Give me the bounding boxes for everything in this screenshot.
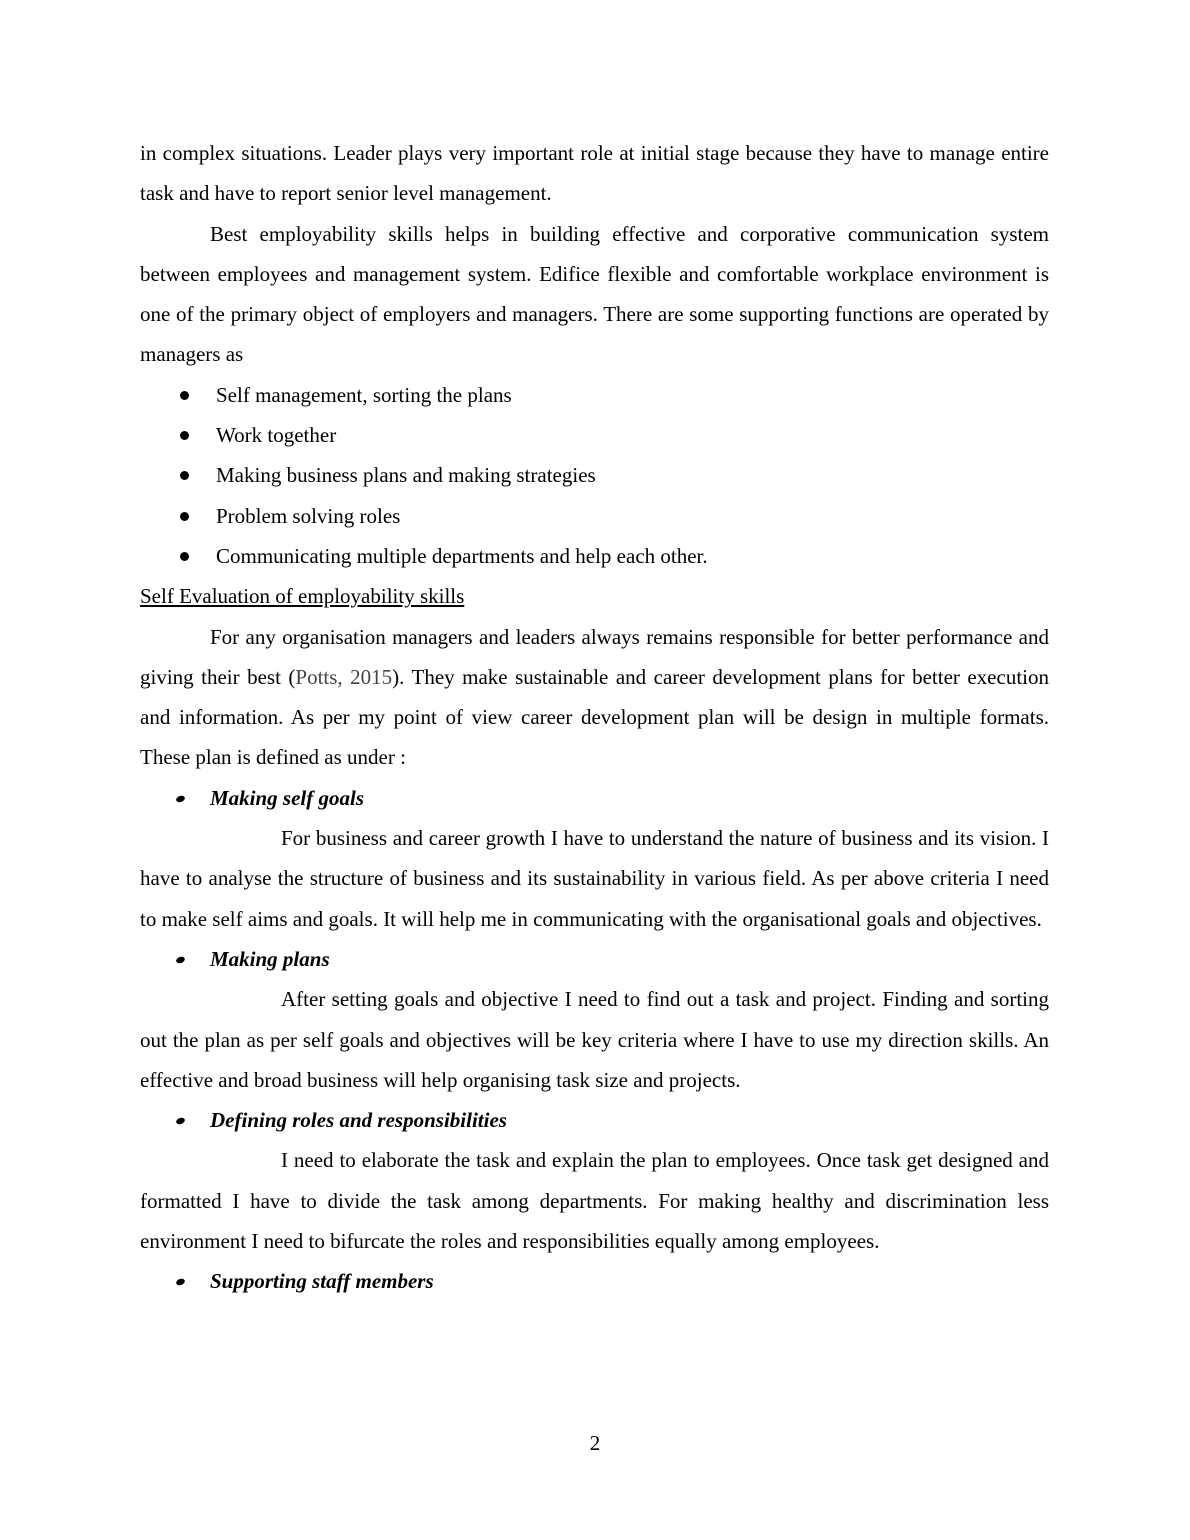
list-item: Self management, sorting the plans	[140, 375, 1049, 415]
document-page	[140, 133, 1049, 1302]
paragraph-leader-role: in complex situations. Leader plays very important role at initial stage because they have to manage entire task and have to report senior level management.	[140, 141, 1049, 206]
list-item: Making business plans and making strategies	[140, 455, 1049, 495]
bullet-icon	[175, 794, 186, 803]
list-item: Problem solving roles	[140, 496, 1049, 536]
functions-list	[140, 375, 1049, 576]
page-number: 2	[589, 1431, 601, 1455]
plan-heading-list	[140, 1100, 1049, 1140]
paragraph-self-goals: For business and career growth I have to understand the nature of business and its vision. I have to analyse the structure of business and its sustainability in various field. As per above criteria I need to make self aims and goals. It will help me in communicating with the organisational goals and objectives.	[140, 826, 1049, 931]
plan-heading-roles: Defining roles and responsibilities	[140, 1100, 1049, 1140]
plan-heading-list	[140, 1261, 1049, 1301]
plan-heading-self-goals: Making self goals	[140, 778, 1049, 818]
bullet-icon	[175, 956, 186, 965]
bullet-icon	[180, 552, 189, 561]
citation: Potts, 2015	[295, 664, 393, 689]
paragraph-making-plans: After setting goals and objective I need to find out a task and project. Finding and sorting out the plan as per self goals and objectives will be key criteria where I have to use my direction skills. An effective and broad business will help organising task size and projects.	[140, 987, 1049, 1092]
bullet-icon	[175, 1278, 186, 1287]
plan-heading-supporting-staff: Supporting staff members	[140, 1261, 1049, 1301]
paragraph-roles: I need to elaborate the task and explain the plan to employees. Once task get designed and formatted I have to divide the task among departments. For making healthy and discrimination less environment I need to bifurcate the roles and responsibilities equally among employees.	[140, 1148, 1049, 1254]
plan-heading-list	[140, 778, 1049, 818]
plan-heading-list	[140, 939, 1049, 979]
bullet-icon	[180, 391, 189, 400]
bullet-icon	[180, 512, 189, 521]
bullet-icon	[175, 1117, 186, 1126]
paragraph-employability-skills: Best employability skills helps in building effective and corporative communication system between employees and management system. Edifice flexible and comfortable workplace environment is one of the primary object of employers and managers. There are some supporting functions are operated by managers as	[140, 221, 1049, 367]
bullet-icon	[180, 431, 189, 440]
paragraph-self-evaluation: For any organisation managers and leaders always remains responsible for better performance and giving their best (Potts, 2015). They make sustainable and career development plans for better execution and information. As per my point of view career development plan will be design in multiple formats. These plan is defined as under :	[140, 624, 1049, 770]
section-heading: Self Evaluation of employability skills	[140, 584, 465, 609]
bullet-icon	[180, 471, 189, 480]
list-item: Communicating multiple departments and help each other.	[140, 536, 1049, 576]
list-item: Work together	[140, 415, 1049, 455]
plan-heading-making-plans: Making plans	[140, 939, 1049, 979]
